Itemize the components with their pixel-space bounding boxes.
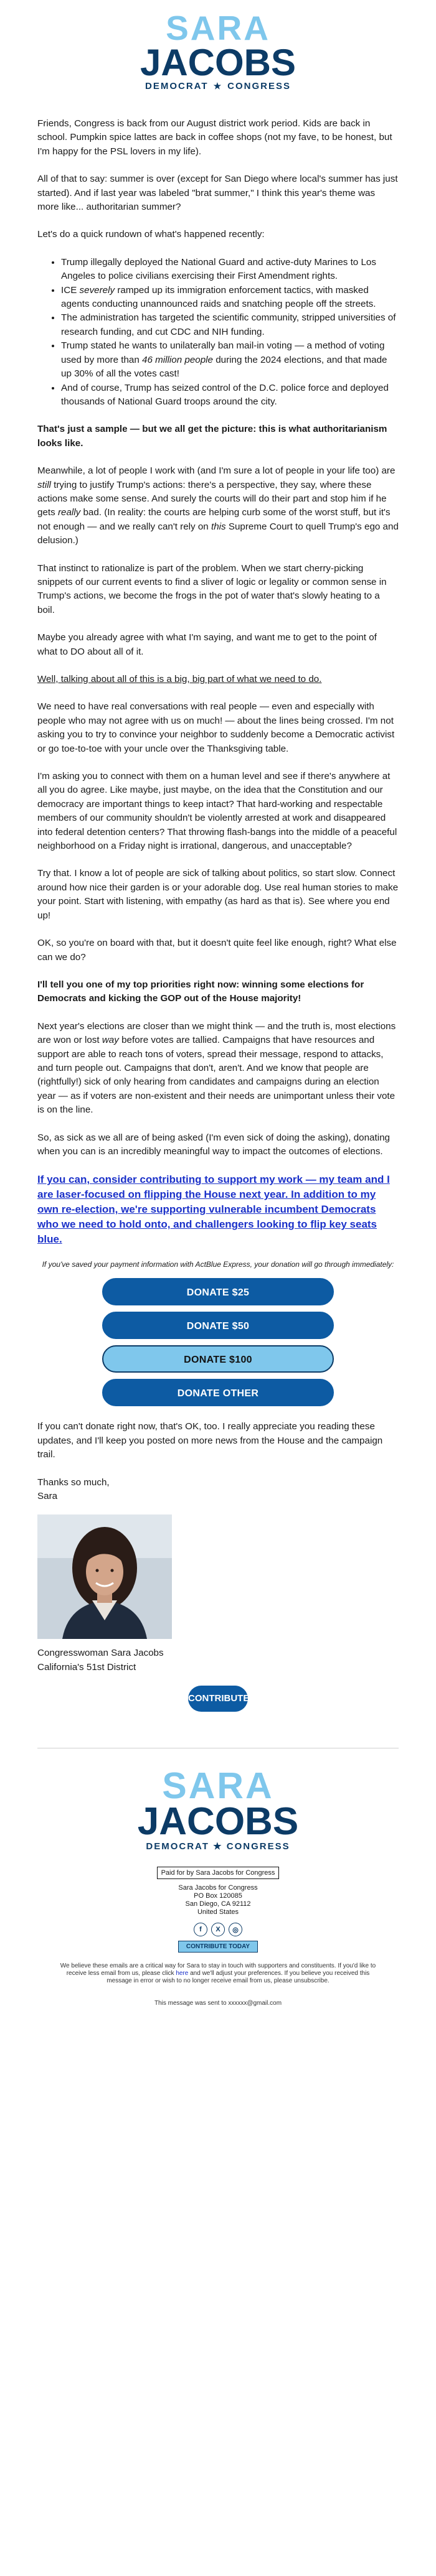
footer-logo-last-name: JACOBS bbox=[137, 1800, 299, 1844]
header-logo bbox=[37, 0, 399, 98]
list-item-text: during the 2024 elections, and that made up 30% of all the votes cast! bbox=[61, 354, 387, 380]
instagram-icon[interactable]: ◎ bbox=[229, 1923, 242, 1936]
address-line: United States bbox=[197, 1908, 239, 1916]
logo-tagline bbox=[37, 81, 399, 91]
logo-first-name: SARA bbox=[166, 9, 270, 47]
list-item: • The administration has targeted the scientific community, stripped universities of research funding, and cut CDC and NIH funding. bbox=[61, 311, 399, 339]
donate-25-button[interactable]: DONATE $25 bbox=[102, 1278, 334, 1305]
priorities-bold-text: I'll tell you one of my top priorities right now: winning some elections for Democrats and kicking the GOP out of the House majority! bbox=[37, 979, 364, 1004]
donate-other-button[interactable]: DONATE OTHER bbox=[102, 1379, 334, 1406]
signoff-name: Sara bbox=[37, 1491, 58, 1501]
list-item-text: ramped up its immigration enforcement tactics, with masked agents conducting unannounced raids and snatching people off the streets. bbox=[61, 284, 376, 310]
donate-50-button[interactable]: DONATE $50 bbox=[102, 1312, 334, 1339]
text-run: Next year's elections are closer than we might think — and the truth is, most elections are won or lost bbox=[37, 1020, 396, 1046]
sent-to-notice: This message was sent to xxxxxx@gmail.com bbox=[154, 2000, 282, 2007]
logo-tagline-right: CONGRESS bbox=[227, 81, 291, 91]
email-preferences-notice bbox=[37, 1962, 399, 1985]
address-line: San Diego, CA 92112 bbox=[185, 1900, 251, 1908]
paid-for-box: Paid for by Sara Jacobs for Congress bbox=[157, 1867, 280, 1879]
donate-100-button[interactable]: DONATE $100 bbox=[102, 1345, 334, 1373]
caption-name: Congresswoman Sara Jacobs bbox=[37, 1648, 164, 1659]
conversations-paragraph: We need to have real conversations with real people — even and especially with people who may not agree with us on much! — about the lines being crossed. I'm not asking you to try to convince your neighbor to suddenly become a Democratic activist or go toe-to-toe with your uncle over the Thanksgiving table. bbox=[37, 701, 395, 754]
contribute-button[interactable]: CONTRIBUTE bbox=[188, 1686, 248, 1712]
next-year-paragraph bbox=[37, 1020, 399, 1118]
list-item bbox=[61, 284, 399, 312]
social-links bbox=[37, 1923, 399, 1936]
meanwhile-paragraph bbox=[37, 464, 399, 548]
portrait-illustration bbox=[37, 1514, 172, 1639]
text-emphasis: really bbox=[57, 507, 81, 518]
logo-last-name: JACOBS bbox=[140, 42, 296, 83]
text-run: before votes are tallied. Campaigns that have resources and support are able to reach tons of voters, spread their message, respond to attacks, and turn people out. Campaigns that don't, aren't. And we know that people are (rightfully!) sick of only hearing from candidates and campaigns during an election year — as if voters are non-existent and their needs are unimportant unless their vote is on the line. bbox=[37, 1035, 396, 1116]
text-run: Supreme Court to quell Trump's ego and delusion.) bbox=[37, 521, 399, 546]
priorities-paragraph bbox=[37, 978, 399, 1006]
star-icon: ★ bbox=[213, 81, 223, 91]
contribute-link[interactable]: If you can, consider contributing to support my work — my team and I are laser-focused on flipping the House next year. In addition to my own re-election, we're supporting vulnerable incumbent Democrats who we need to hold onto, and challengers looking to flip key seats blue. bbox=[37, 1174, 390, 1246]
fine-print-text: and we'll adjust your preferences. If you believe you received this message in error or wish to no longer receive email from us, please unsubscribe. bbox=[107, 1970, 370, 1985]
intro-paragraph-2: All of that to say: summer is over (except for San Diego where local's summer has just started). And if last year was labeled "brat summer," I think this year's theme was more like... authoritarian summer? bbox=[37, 174, 398, 213]
address-line: Sara Jacobs for Congress bbox=[178, 1884, 258, 1892]
footer-logo-tagline-right: CONGRESS bbox=[226, 1841, 290, 1852]
intro-paragraph-1: Friends, Congress is back from our August district work period. Kids are back in school. Pumpkin spice lattes are back in coffee shops (not my fave, to be honest, but I'm happy for the PSL lovers in my life). bbox=[37, 118, 392, 157]
ok-paragraph: OK, so you're on board with that, but it doesn't quite feel like enough, right? What else can we do? bbox=[37, 938, 397, 963]
signoff bbox=[37, 1476, 399, 1504]
email-body bbox=[37, 0, 399, 2007]
logo-tagline-left: DEMOCRAT bbox=[145, 81, 209, 91]
maybe-paragraph: Maybe you already agree with what I'm saying, and want me to get to the point of what to DO about all of it. bbox=[37, 632, 377, 657]
portrait-photo bbox=[37, 1514, 172, 1639]
star-icon: ★ bbox=[213, 1841, 223, 1852]
instinct-paragraph: That instinct to rationalize is part of the problem. When we start cherry-picking snippets of our current events to find a sliver of logic or legality or common sense in Trump's actions, we become the frogs in the pot of water that's slowly heating to a boil. bbox=[37, 562, 387, 615]
cant-donate-paragraph: If you can't donate right now, that's OK, too. I really appreciate you reading these updates, and I'll keep you posted on more news from the House and the campaign trail. bbox=[37, 1421, 383, 1460]
signoff-line: Thanks so much, bbox=[37, 1477, 110, 1488]
list-item-emphasis: 46 million people bbox=[142, 354, 213, 365]
list-item: • Trump illegally deployed the National Guard and active-duty Marines to Los Angeles to police civilians exercising their First Amendment rights. bbox=[61, 256, 399, 284]
text-emphasis: still bbox=[37, 479, 51, 490]
so-paragraph: So, as sick as we all are of being asked (I'm even sick of doing the asking), donating when you can is an incredibly meaningful way to impact the outcomes of elections. bbox=[37, 1132, 390, 1157]
donate-buttons bbox=[37, 1278, 399, 1406]
facebook-icon[interactable]: f bbox=[194, 1923, 207, 1936]
list-item-text: ICE bbox=[61, 284, 80, 296]
intro-paragraph-3: Let's do a quick rundown of what's happened recently: bbox=[37, 229, 265, 240]
sample-bold-paragraph bbox=[37, 422, 399, 450]
footer-logo-tagline bbox=[37, 1841, 399, 1852]
text-run: bad. (In reality: the courts are helping curb some of the worst stuff, but it's not enough — and we really can't rely on bbox=[37, 507, 391, 532]
text-run: trying to justify Trump's actions: there's a perspective, they say, where these actions make some sense. And surely the courts will do their part and stop him if he gets bbox=[37, 479, 387, 518]
preferences-link[interactable]: here bbox=[176, 1970, 189, 1977]
rundown-list bbox=[37, 256, 399, 409]
actblue-note: If you've saved your payment information with ActBlue Express, your donation will go through immediately: bbox=[42, 1260, 394, 1269]
list-item bbox=[61, 339, 399, 381]
asking-paragraph: I'm asking you to connect with them on a human level and see if there's anywhere at all you do agree. Like maybe, just maybe, on the idea that the Constitution and our democracy are important things to keep intact? That hard-working and respectable members of our community shouldn't be violently arrested at work and disappeared into federal detention centers? That throwing flash-bangs into the middle of a peaceful neighborhood on a Friday night is irrational, dangerous, and unacceptable? bbox=[37, 771, 397, 852]
footer-logo-tagline-left: DEMOCRAT bbox=[146, 1841, 209, 1852]
text-emphasis: way bbox=[102, 1035, 119, 1046]
list-item-text: Trump stated he wants to unilaterally ban mail-in voting — a method of voting used by more than bbox=[61, 340, 385, 365]
photo-caption bbox=[37, 1646, 399, 1674]
list-item-emphasis: severely bbox=[79, 284, 115, 296]
x-icon[interactable]: X bbox=[211, 1923, 225, 1936]
fine-print-text: We believe these emails are a critical way for Sara to stay in touch with supporters and constituents. If you'd like to receive less email from us, please click bbox=[60, 1962, 376, 1977]
contribute-today-button[interactable]: CONTRIBUTE TODAY bbox=[178, 1941, 258, 1953]
footer-logo bbox=[37, 1748, 399, 1858]
mailing-address bbox=[37, 1884, 399, 1916]
text-run: Meanwhile, a lot of people I work with (and I'm sure a lot of people in your life too) are bbox=[37, 465, 396, 477]
text-emphasis: this bbox=[211, 521, 226, 532]
try-paragraph: Try that. I know a lot of people are sick of talking about politics, so start slow. Connect around how nice their garden is or your adorable dog. Use real human stories to make your point. Start with listening, with empathy (as hard as that is). See where you end up! bbox=[37, 868, 399, 921]
sample-bold-text: That's just a sample — but we all get the picture: this is what authoritarianism looks like. bbox=[37, 424, 387, 449]
address-line: PO Box 120085 bbox=[194, 1892, 242, 1900]
footer-logo-first-name: SARA bbox=[162, 1765, 274, 1807]
underlined-paragraph: Well, talking about all of this is a big, big part of what we need to do. bbox=[37, 674, 322, 684]
list-item: • And of course, Trump has seized control of the D.C. police force and deployed thousands of National Guard troops around the city. bbox=[61, 381, 399, 409]
caption-district: California's 51st District bbox=[37, 1661, 136, 1673]
footer bbox=[37, 1748, 399, 2007]
